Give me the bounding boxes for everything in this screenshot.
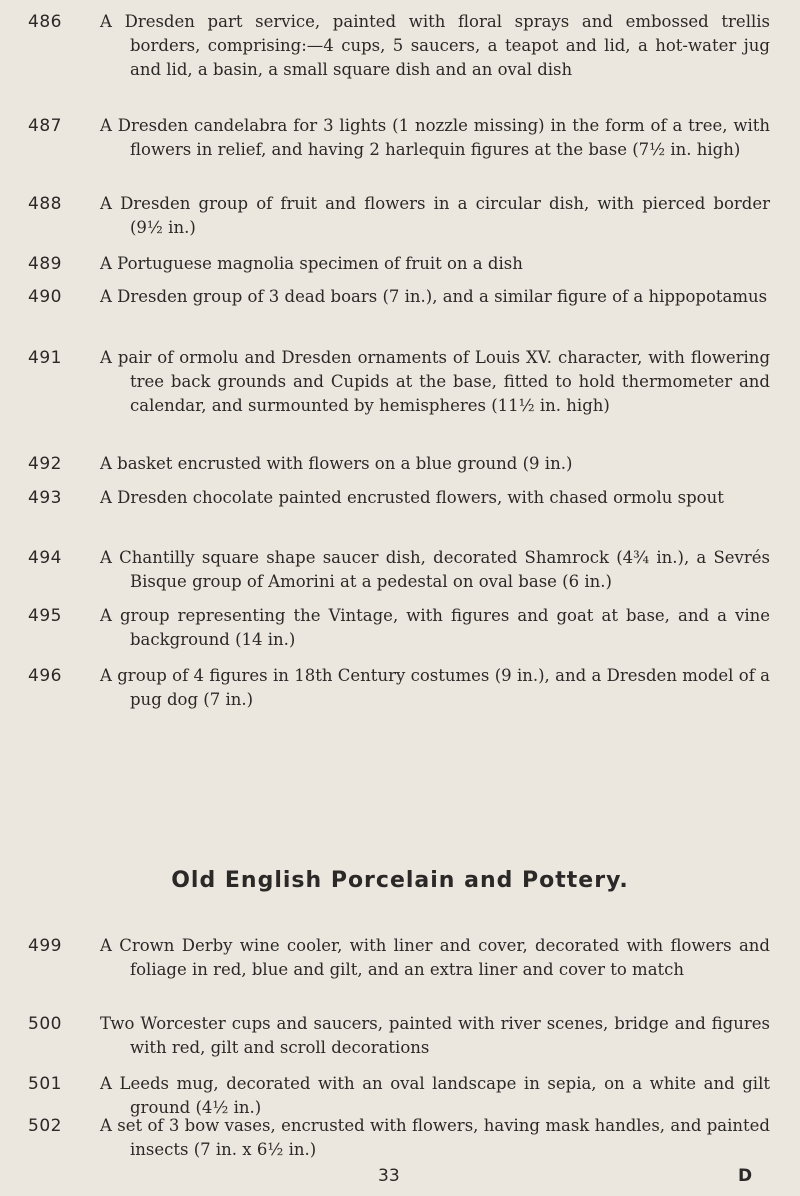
lot-description: A Crown Derby wine cooler, with liner and cover, decorated with flowers and foliage in red, blue and gilt, and an extra liner and cover to match (100, 936, 770, 979)
lot-description: A Chantilly square shape saucer dish, decorated Shamrock (4¾ in.), a Sevrés Bisque group of Amorini at a pedestal on oval base (6 in.) (100, 548, 770, 591)
lot-number: 489 (28, 254, 62, 274)
lot-description: Two Worcester cups and saucers, painted with river scenes, bridge and figures with red, gilt and scroll decorations (100, 1014, 770, 1057)
lot-description: A group representing the Vintage, with figures and goat at base, and a vine background (14 in.) (100, 606, 770, 649)
section-heading: Old English Porcelain and Pottery. (171, 868, 629, 893)
lot-number: 486 (28, 12, 62, 32)
lot-description: A group of 4 figures in 18th Century costumes (9 in.), and a Dresden model of a pug dog (7 in.) (100, 666, 770, 709)
lot-description: A Dresden group of fruit and flowers in a circular dish, with pierced border (9½ in.) (100, 194, 770, 237)
lot-description: A set of 3 bow vases, encrusted with flowers, having mask handles, and painted insects (7 in. x 6½ in.) (100, 1116, 770, 1159)
lot-number: 488 (28, 194, 62, 214)
lot-number: 496 (28, 666, 62, 686)
lot-description: A Dresden chocolate painted encrusted flowers, with chased ormolu spout (100, 488, 724, 507)
lot-description: A Dresden candelabra for 3 lights (1 nozzle missing) in the form of a tree, with flowers in relief, and having 2 harlequin figures at the base (7½ in. high) (100, 116, 770, 159)
lot-number: 491 (28, 348, 62, 368)
signature-mark: D (738, 1166, 753, 1186)
lot-number: 492 (28, 454, 62, 474)
lot-description: A Dresden group of 3 dead boars (7 in.), and a similar figure of a hippopotamus (100, 287, 768, 306)
page-number: 33 (378, 1166, 400, 1186)
lot-description: A Leeds mug, decorated with an oval landscape in sepia, on a white and gilt ground (4½ in.) (100, 1074, 770, 1117)
lot-number: 490 (28, 287, 62, 307)
lot-number: 502 (28, 1116, 62, 1136)
lot-description: A Dresden part service, painted with floral sprays and embossed trellis borders, comprising:—4 cups, 5 saucers, a teapot and lid, a hot-water jug and lid, a basin, a small square dish and an oval dish (100, 12, 770, 79)
lot-number: 487 (28, 116, 62, 136)
lot-number: 493 (28, 488, 62, 508)
lot-number: 494 (28, 548, 62, 568)
lot-description: A pair of ormolu and Dresden ornaments of Louis XV. character, with flowering tree back grounds and Cupids at the base, fitted to hold thermometer and calendar, and surmounted by hemispheres (11½ in. high) (100, 348, 770, 415)
lot-description: A Portuguese magnolia specimen of fruit on a dish (100, 254, 523, 273)
lot-number: 500 (28, 1014, 62, 1034)
lot-description: A basket encrusted with flowers on a blue ground (9 in.) (100, 454, 573, 473)
lot-number: 495 (28, 606, 62, 626)
lot-number: 499 (28, 936, 62, 956)
lot-number: 501 (28, 1074, 62, 1094)
